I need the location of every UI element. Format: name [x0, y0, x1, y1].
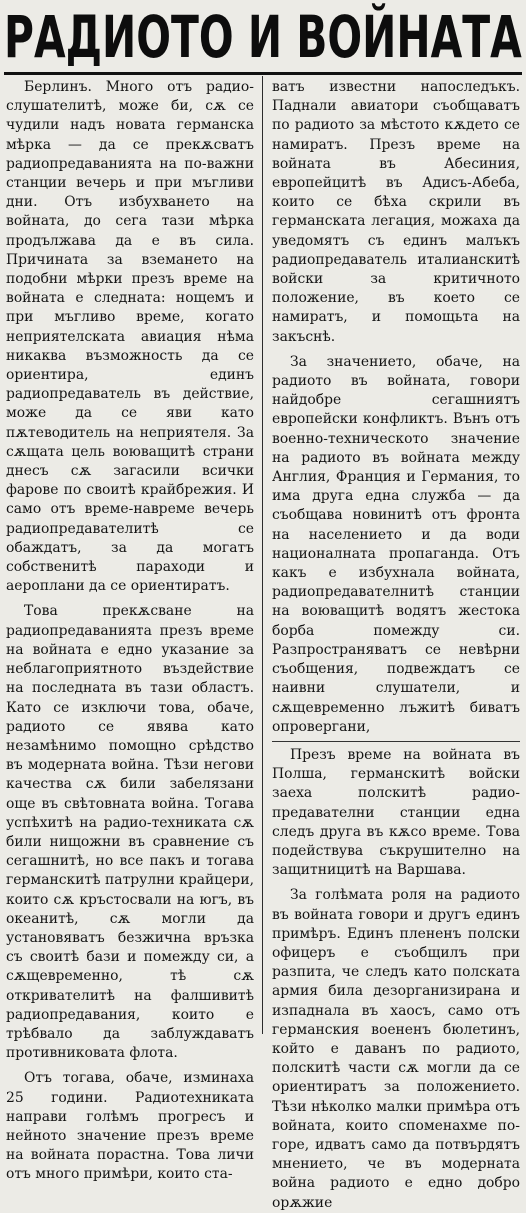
paragraph: Отъ тогава, обаче, изминаха 25 години. Радиотехниката направи голѣмъ прогресъ и нейното значение презъ време на войната порастна. Това личи отъ много примѣри, които ста- — [6, 1070, 254, 1183]
headline: РАДИОТО И ВОЙНАТА — [4, 3, 522, 71]
column-divider — [262, 76, 263, 1034]
paragraph: Това прекѫсване на радиопредаванията презъ време на войната е едно указание за неблагоприятното въздействие на последната въ тази областъ. Като се изключи това, обаче, радиото се явява като незамѣнимо помощно срѣдство въ модерната война. Тѣзи негови качества сѫ били забелязани още въ свѣтовната война. Тогава успѣхитѣ на радио-техниката сѫ били нищожни въ сравнение съ сегашнитѣ, но все пакъ и тогава германскитѣ патрулни крайцери, които сѫ кръстосвали на югъ, въ океанитѣ, сѫ могли да установяватъ безжична връзка съ своитѣ бази и помежду си, а сѫщевременно, тѣ сѫ откривателитѣ на фалшивитѣ радиопредавания, които е трѣбвало да заблуждаватъ противниковата флота. — [6, 603, 254, 1062]
paragraph: ватъ известни напоследъкъ. Паднали авиатори съобщаватъ по радиото за мѣстото кѫдето се намиратъ. Презъ време на войната въ Абесиния, европейцитѣ въ Адисъ-Абеба, които се бѣха скрили въ германската легация, можаха да уведомятъ съ единъ малъкъ радиопредаватель италианскитѣ войски за критичното положение, въ което се намиратъ, и помощьта на закъснѣ. — [272, 79, 520, 345]
headline-rule — [4, 72, 522, 75]
headline-block — [4, 2, 522, 72]
paragraph: За голѣмата роля на радиото въ войната говори и другъ единъ примѣръ. Единъ плененъ полски офицеръ е съобщилъ при разпита, че следъ като полската армия била дезорганизирана и изпаднала въ хаосъ, само отъ германския воененъ бюлетинъ, който е даванъ по радиото, полскитѣ части сѫ могли да се ориентиратъ за положението. Тѣзи нѣколко малки примѣра отъ войната, които споменахме по-горе, идватъ само да потвърдятъ мнението, че въ модерната война радиото е едно добро орѫжие — [272, 887, 520, 1211]
article-column-right — [272, 78, 520, 1211]
paragraph-rule — [272, 741, 520, 742]
article-column-left — [6, 78, 254, 1183]
paragraph: Берлинъ. Много отъ радио-слушателитѣ, може би, сѫ се чудили надъ новата германска мѣрка — да се прекѫсватъ радиопредаванията на по-важни станции вечерь и при мъгливи дни. Отъ избухването на войната, до сега тази мѣрка продължава да е въ сила. Причината за вземането на подобни мѣрки презъ време на войната е следната: нощемъ и при мъгливо време, когато неприятелската авиация нѣма никаква възможность да се ориентира, единъ радиопредаватель въ действие, може да се яви като пѫтеводитель на неприятеля. За сѫщата цель воюващитѣ страни днесъ сѫ загасили всички фарове по своитѣ крайбрежия. И само отъ време-навреме вечерь радиопредавателитѣ се обаждатъ, за да могатъ собственитѣ параходи и аероплани да се ориентиратъ. — [6, 79, 254, 595]
paragraph: За значението, обаче, на радиото въ войната, говори найдобре сегашниятъ европейски конфликтъ. Вънъ отъ военно-техническото значение на радиото въ войната между Англия, Франция и Германия, то има друга една служба — да съобщава новинитѣ отъ фронта на населението и да води националната пропаганда. Отъ какъ е избухнала войната, радиопредавателнитѣ станции на воюващитѣ водятъ жестока борба помежду си. Разпространяватъ се невѣрни съобщения, подвеждатъ се наивни слушатели, и сѫщевременно лъжитѣ биватъ опровергани, — [272, 353, 520, 735]
paragraph: Презъ време на войната въ Полша, германскитѣ войски заеха полскитѣ радио-предавателни станции една следъ друга въ кѫсо време. Това подействува съкрушително на защитницитѣ на Варшава. — [272, 746, 520, 879]
